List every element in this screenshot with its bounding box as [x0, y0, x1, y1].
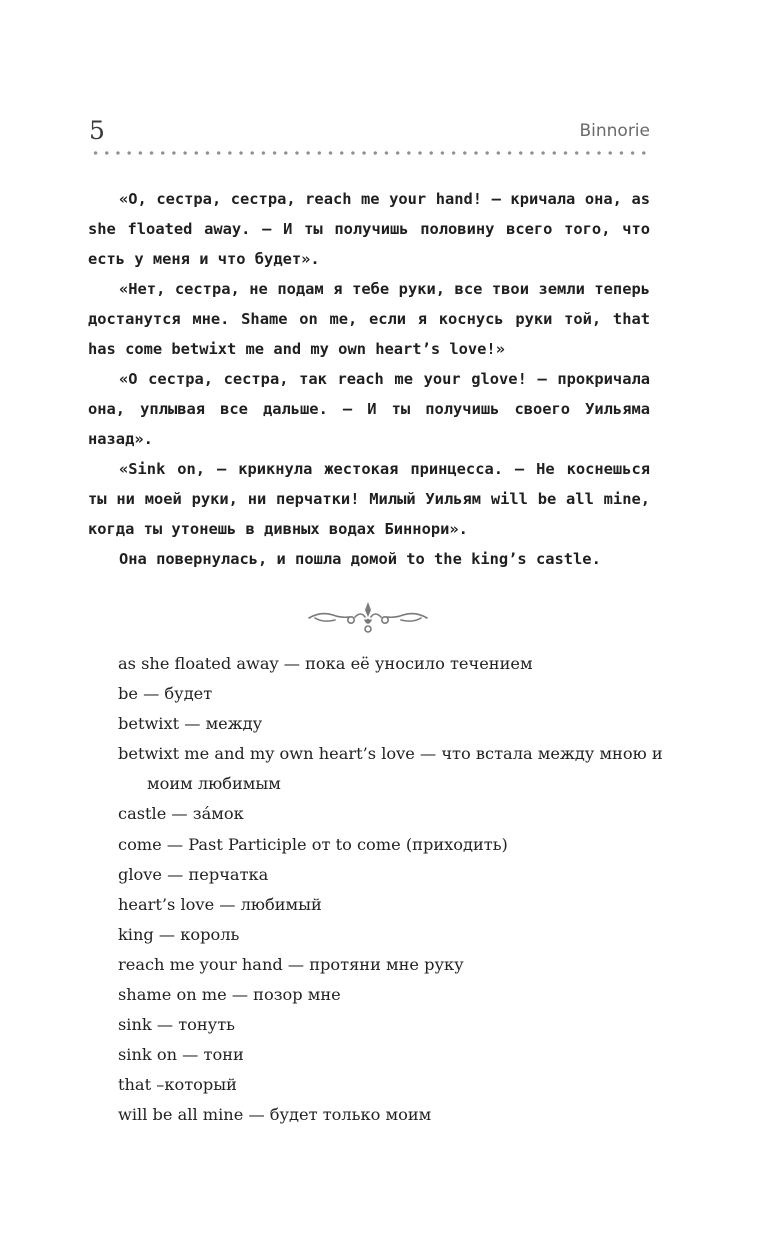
story-paragraph: «Sink on, — крикнула жестокая принцесса. — Не коснешься ты ни моей руки, ни перчатки! Милый Уильям will be all mine, когда ты утонешь в дивных водах Биннори». — [88, 460, 650, 538]
fleuron-divider-icon — [307, 600, 429, 636]
page-number: 5 — [89, 116, 105, 145]
vocabulary-entry: heart’s love — любимый — [118, 894, 322, 914]
page-header — [88, 116, 650, 150]
vocabulary-entry: sink — тонуть — [118, 1015, 235, 1035]
story-paragraph: «О, сестра, сестра, reach me your hand! — кричала она, as she floated away. — И ты получишь половину всего того, что есть у меня и что будет». — [88, 190, 650, 268]
vocabulary-entry: reach me your hand — протяни мне руку — [118, 954, 464, 974]
vocabulary-entry: betwixt — между — [118, 714, 263, 734]
vocabulary-entry: king — король — [118, 924, 240, 944]
vocabulary-entry: come — Past Participle от to come (приходить) — [118, 834, 508, 854]
vocabulary-entry: be — будет — [118, 684, 213, 704]
dotted-divider — [90, 150, 650, 156]
vocabulary-entry: will be all mine — будет только моим — [118, 1105, 432, 1125]
story-paragraph: Она повернулась, и пошла домой to the king’s castle. — [119, 550, 601, 568]
running-title: Binnorie — [579, 121, 650, 141]
story-paragraph: «О сестра, сестра, так reach me your glove! — прокричала она, уплывая все дальше. — И ты получишь своего Уильяма назад». — [88, 370, 650, 448]
story-text — [88, 184, 650, 574]
vocabulary-entry: sink on — тони — [118, 1045, 244, 1065]
vocabulary-entry: castle — за́мок — [118, 804, 244, 824]
vocabulary-entry: shame on me — позор мне — [118, 985, 341, 1005]
vocabulary-entry: betwixt me and my own heart’s love — что встала между мною и моим любимым — [118, 744, 663, 794]
vocabulary-entry: that –который — [118, 1075, 237, 1095]
vocabulary-entry: as she floated away — пока её уносило течением — [118, 654, 533, 673]
story-paragraph: «Нет, сестра, не подам я тебе руки, все твои земли теперь достанутся мне. Shame on me, если я коснусь руки той, that has come betwixt me and my own heart’s love!» — [88, 280, 650, 358]
vocabulary-entry: glove — перчатка — [118, 864, 269, 884]
vocabulary-list — [118, 649, 678, 1131]
